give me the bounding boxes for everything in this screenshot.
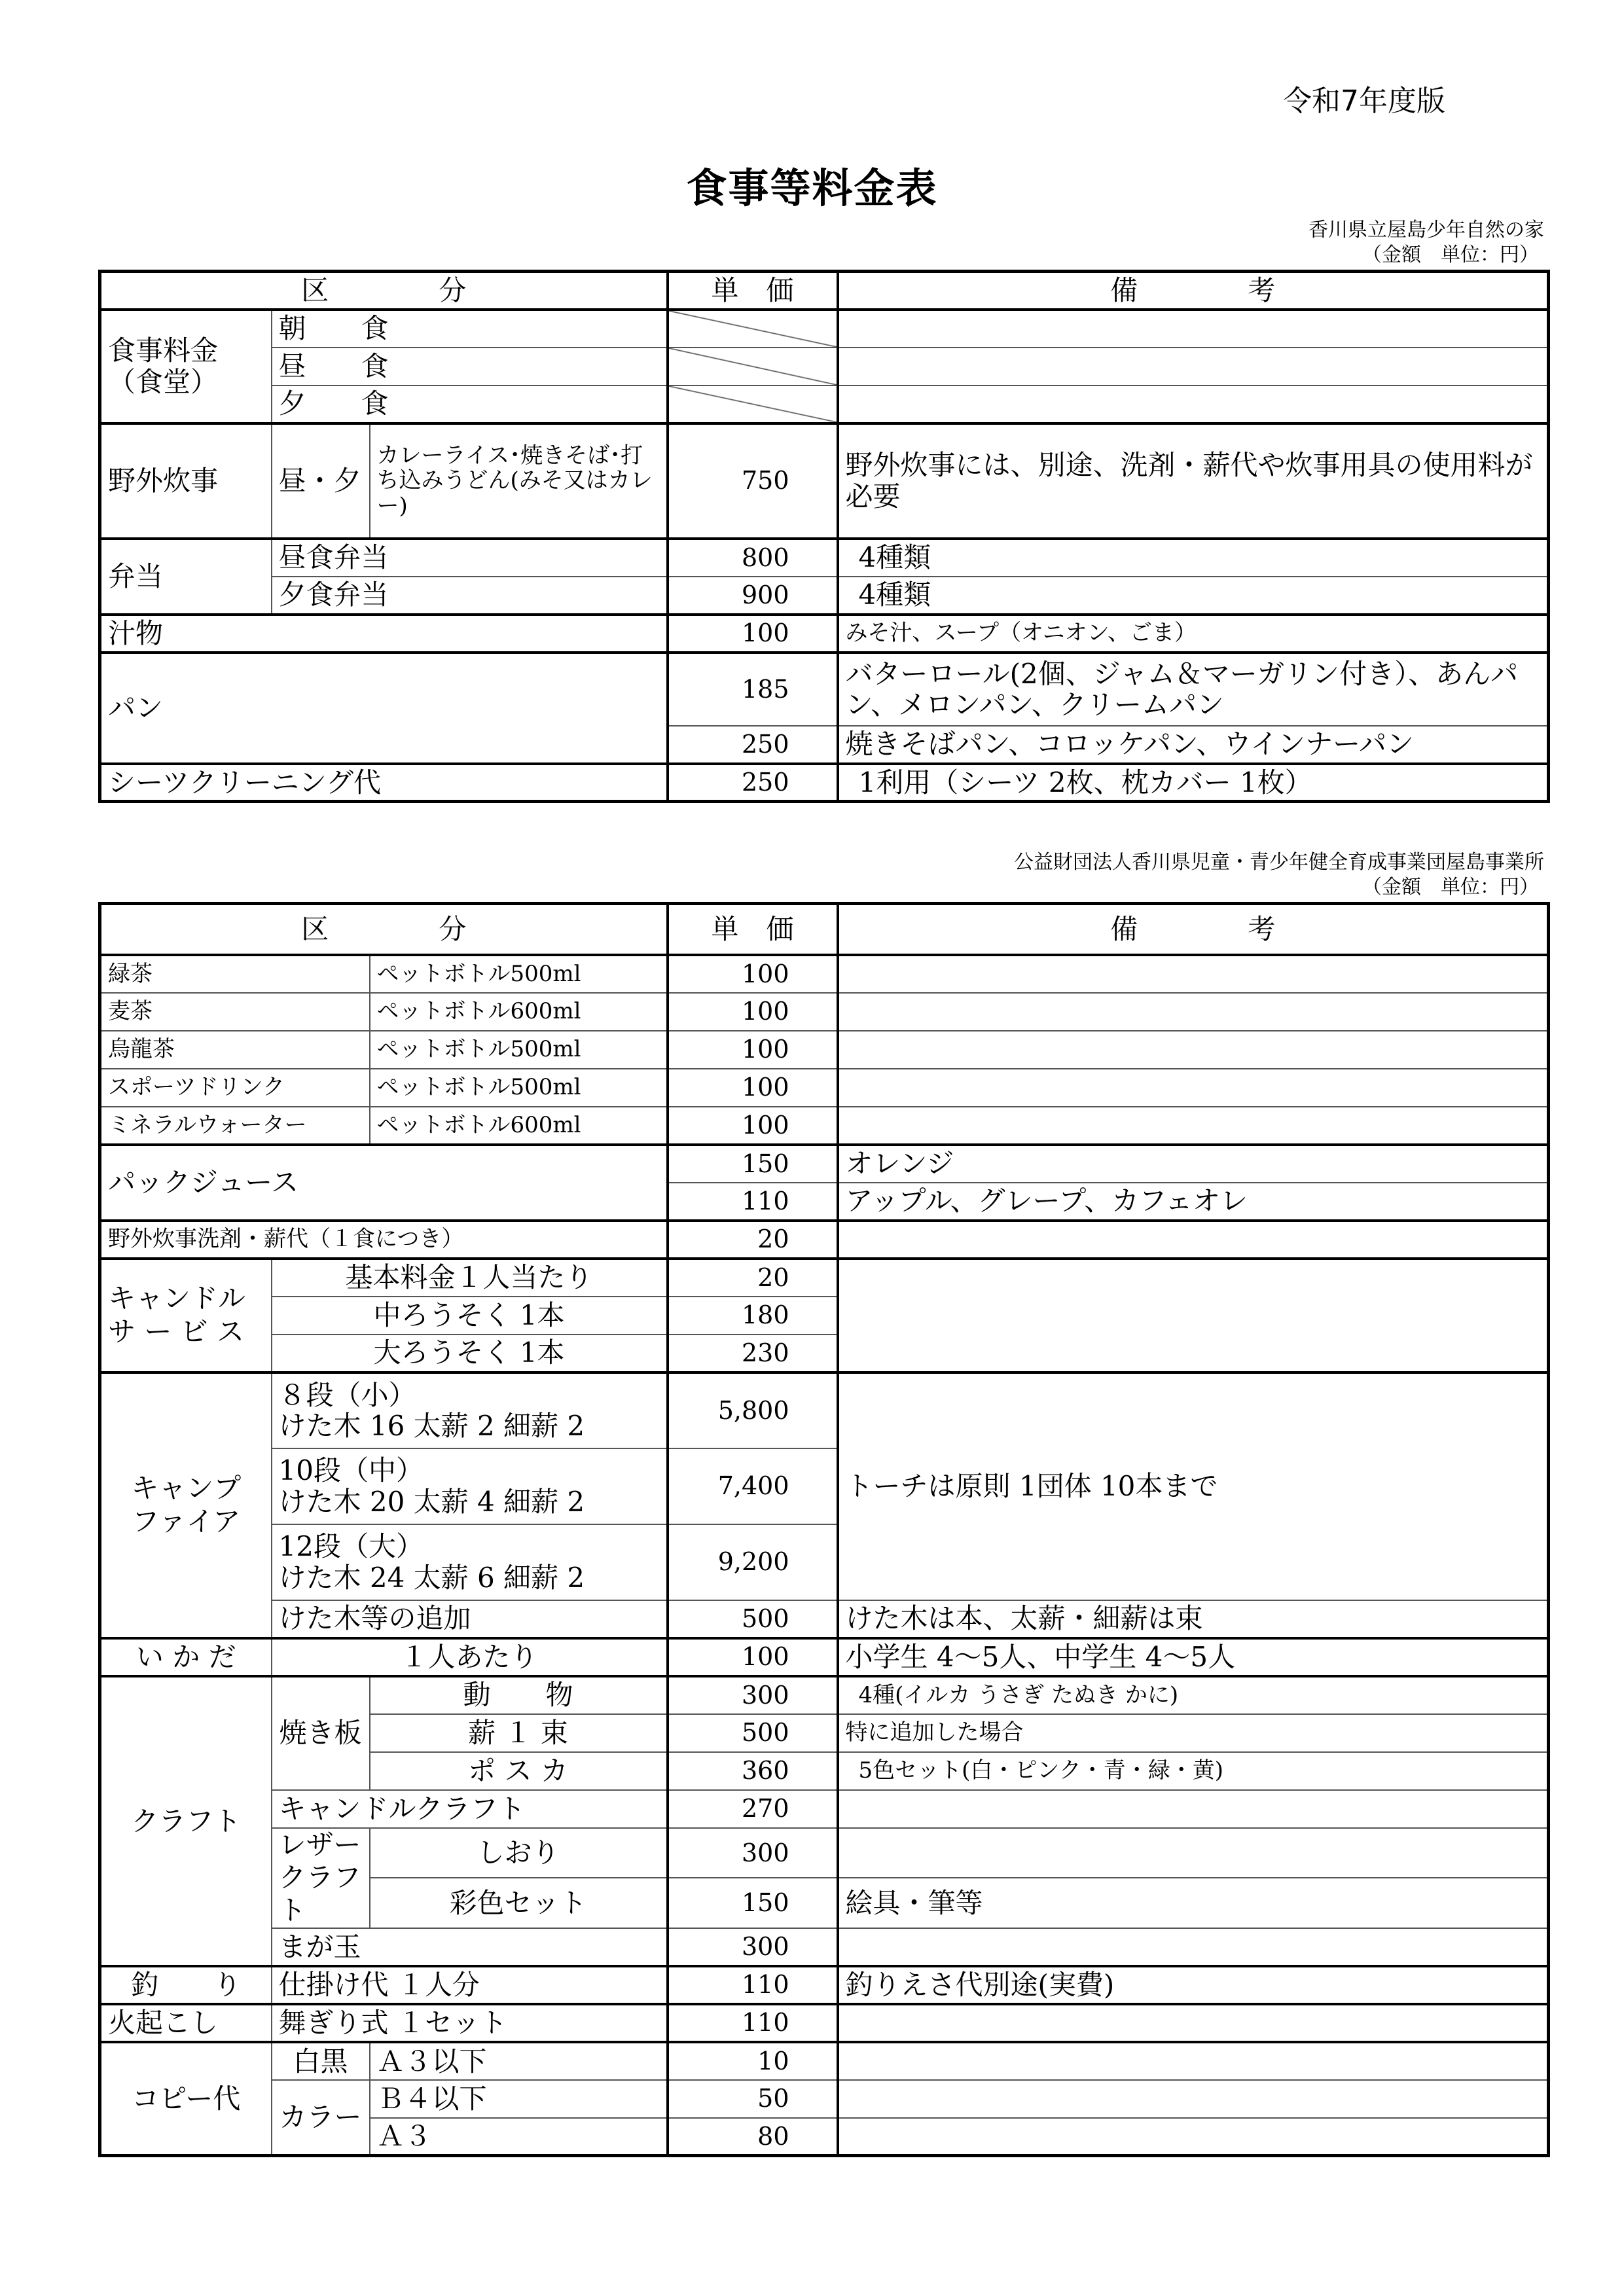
drink-price: 100 bbox=[668, 1107, 838, 1145]
edition-label: 令和7年度版 bbox=[1283, 84, 1445, 118]
breakfast-remark bbox=[838, 310, 1549, 348]
detergent-remark bbox=[838, 1221, 1549, 1259]
drink-price: 100 bbox=[668, 1069, 838, 1107]
leather-remark bbox=[838, 1828, 1549, 1878]
header-remarks-2: 備 考 bbox=[838, 904, 1549, 955]
candle-price: 20 bbox=[668, 1259, 838, 1297]
dinner-label: 夕 食 bbox=[272, 386, 668, 423]
copy-mono-label: 白黒 bbox=[272, 2042, 370, 2080]
org-name-1: 香川県立屋島少年自然の家 bbox=[1308, 219, 1544, 242]
yakiita-remark: 4種(イルカ うさぎ たぬき かに) bbox=[838, 1676, 1549, 1714]
fishing-label: 釣 り bbox=[100, 1966, 272, 2004]
leather-price: 300 bbox=[668, 1828, 838, 1878]
drink-type: ペットボトル600ml bbox=[370, 1107, 668, 1145]
outdoor-remark: 野外炊事には、別途、洗剤・薪代や炊事用具の使用料が必要 bbox=[838, 423, 1549, 539]
drink-remark bbox=[838, 993, 1549, 1031]
drink-remark bbox=[838, 955, 1549, 993]
header-price-2: 単 価 bbox=[668, 904, 838, 955]
copy-remark bbox=[838, 2080, 1549, 2118]
leather-item: しおり bbox=[370, 1828, 668, 1878]
yakiita-label: 焼き板 bbox=[272, 1676, 370, 1790]
fishing-price: 110 bbox=[668, 1966, 838, 2004]
soup-label: 汁物 bbox=[100, 615, 668, 653]
campfire-label: キャンプ ファイア bbox=[100, 1372, 272, 1638]
campfire-item: 10段（中） けた木 20 太薪 4 細薪 2 bbox=[272, 1448, 668, 1524]
drink-remark bbox=[838, 1069, 1549, 1107]
campfire-price: 9,200 bbox=[668, 1524, 838, 1600]
candle-item: 中ろうそく 1本 bbox=[272, 1297, 668, 1335]
yakiita-item: 薪 １ 束 bbox=[370, 1714, 668, 1752]
copy-remark bbox=[838, 2042, 1549, 2080]
bento-lunch-price: 800 bbox=[668, 539, 838, 577]
leather-label: レザー クラフト bbox=[272, 1828, 370, 1928]
lunch-label: 昼 食 bbox=[272, 348, 668, 386]
yakiita-remark: 5色セット(白・ピンク・青・緑・黄) bbox=[838, 1752, 1549, 1790]
detergent-price: 20 bbox=[668, 1221, 838, 1259]
lunch-price bbox=[668, 348, 838, 386]
candle-craft-price: 270 bbox=[668, 1790, 838, 1828]
copy-size: Ａ３ bbox=[370, 2118, 668, 2156]
outdoor-menu: カレーライス･焼きそば･打ち込みうどん(みそ又はカレー) bbox=[370, 423, 668, 539]
detergent-label: 野外炊事洗剤・薪代（１食につき） bbox=[100, 1221, 668, 1259]
bread-remark-2: 焼きそばパン、コロッケパン、ウインナーパン bbox=[838, 726, 1549, 764]
yakiita-price: 500 bbox=[668, 1714, 838, 1752]
org-name-2: 公益財団法人香川県児童・青少年健全育成事業団屋島事業所 bbox=[1014, 851, 1544, 874]
campfire-extra: けた木等の追加 bbox=[272, 1600, 668, 1638]
activity-fee-table bbox=[98, 902, 1550, 2157]
campfire-item: 12段（大） けた木 24 太薪 6 細薪 2 bbox=[272, 1524, 668, 1600]
fire-label: 火起こし bbox=[100, 2004, 272, 2042]
fire-price: 110 bbox=[668, 2004, 838, 2042]
candle-item: 大ろうそく 1本 bbox=[272, 1335, 668, 1372]
dinner-price bbox=[668, 386, 838, 423]
copy-color-label: カラー bbox=[272, 2080, 370, 2156]
yakiita-price: 300 bbox=[668, 1676, 838, 1714]
drink-remark bbox=[838, 1031, 1549, 1069]
drink-name: ミネラルウォーター bbox=[100, 1107, 370, 1145]
lunch-remark bbox=[838, 348, 1549, 386]
bento-lunch: 昼食弁当 bbox=[272, 539, 668, 577]
juice-price-1: 150 bbox=[668, 1145, 838, 1183]
meal-label: 食事料金 （食堂） bbox=[100, 310, 272, 423]
sheets-remark: 1利用（シーツ 2枚、枕カバー 1枚） bbox=[838, 764, 1549, 802]
copy-size: Ｂ４以下 bbox=[370, 2080, 668, 2118]
campfire-price: 7,400 bbox=[668, 1448, 838, 1524]
drink-name: スポーツドリンク bbox=[100, 1069, 370, 1107]
fishing-item: 仕掛け代 １人分 bbox=[272, 1966, 668, 2004]
drink-name: 麦茶 bbox=[100, 993, 370, 1031]
bento-dinner-remark: 4種類 bbox=[838, 577, 1549, 615]
yakiita-remark: 特に追加した場合 bbox=[838, 1714, 1549, 1752]
bento-dinner-price: 900 bbox=[668, 577, 838, 615]
outdoor-time: 昼・夕 bbox=[272, 423, 370, 539]
bento-lunch-remark: 4種類 bbox=[838, 539, 1549, 577]
drink-price: 100 bbox=[668, 955, 838, 993]
fire-remark bbox=[838, 2004, 1549, 2042]
drink-name: 烏龍茶 bbox=[100, 1031, 370, 1069]
drink-type: ペットボトル500ml bbox=[370, 1031, 668, 1069]
candle-label: キャンドル サ ー ビ ス bbox=[100, 1259, 272, 1372]
dinner-remark bbox=[838, 386, 1549, 423]
campfire-price: 5,800 bbox=[668, 1372, 838, 1448]
drink-price: 100 bbox=[668, 993, 838, 1031]
breakfast-price bbox=[668, 310, 838, 348]
juice-label: パックジュース bbox=[100, 1145, 668, 1221]
candle-price: 180 bbox=[668, 1297, 838, 1335]
copy-size: Ａ３以下 bbox=[370, 2042, 668, 2080]
outdoor-price: 750 bbox=[668, 423, 838, 539]
craft-label: クラフト bbox=[100, 1676, 272, 1966]
header-category: 区 分 bbox=[100, 272, 668, 310]
candle-craft-label: キャンドルクラフト bbox=[272, 1790, 668, 1828]
unit-note-1: （金額 単位：円） bbox=[1362, 243, 1539, 266]
raft-unit: １人あたり bbox=[272, 1638, 668, 1676]
drink-type: ペットボトル600ml bbox=[370, 993, 668, 1031]
soup-remark: みそ汁、スープ（オニオン、ごま） bbox=[838, 615, 1549, 653]
candle-item: 基本料金１人当たり bbox=[272, 1259, 668, 1297]
raft-price: 100 bbox=[668, 1638, 838, 1676]
sheets-label: シーツクリーニング代 bbox=[100, 764, 668, 802]
copy-price: 50 bbox=[668, 2080, 838, 2118]
leather-item: 彩色セット bbox=[370, 1878, 668, 1928]
unit-note-2: （金額 単位：円） bbox=[1362, 876, 1539, 899]
leather-price: 150 bbox=[668, 1878, 838, 1928]
fire-item: 舞ぎり式 １セット bbox=[272, 2004, 668, 2042]
campfire-item: ８段（小） けた木 16 太薪 2 細薪 2 bbox=[272, 1372, 668, 1448]
yakiita-price: 360 bbox=[668, 1752, 838, 1790]
bento-dinner: 夕食弁当 bbox=[272, 577, 668, 615]
campfire-extra-price: 500 bbox=[668, 1600, 838, 1638]
magatama-label: まが玉 bbox=[272, 1928, 668, 1966]
leather-remark: 絵具・筆等 bbox=[838, 1878, 1549, 1928]
copy-price: 80 bbox=[668, 2118, 838, 2156]
soup-price: 100 bbox=[668, 615, 838, 653]
copy-label: コピー代 bbox=[100, 2042, 272, 2156]
raft-remark: 小学生 4～5人、中学生 4～5人 bbox=[838, 1638, 1549, 1676]
candle-remark bbox=[838, 1259, 1549, 1372]
outdoor-label: 野外炊事 bbox=[100, 423, 272, 539]
header-category-2: 区 分 bbox=[100, 904, 668, 955]
bread-remark-1: バターロール(2個、ジャム＆マーガリン付き）、あんパン、メロンパン、クリームパン bbox=[838, 653, 1549, 726]
page-title: 食事等料金表 bbox=[686, 164, 938, 212]
campfire-remark: トーチは原則 1団体 10本まで bbox=[838, 1372, 1549, 1600]
bread-price-1: 185 bbox=[668, 653, 838, 726]
yakiita-item: 動 物 bbox=[370, 1676, 668, 1714]
campfire-extra-remark: けた木は本、太薪・細薪は束 bbox=[838, 1600, 1549, 1638]
header-remarks: 備 考 bbox=[838, 272, 1549, 310]
meal-fee-table bbox=[98, 270, 1550, 803]
juice-remark-1: オレンジ bbox=[838, 1145, 1549, 1183]
bento-label: 弁当 bbox=[100, 539, 272, 615]
breakfast-label: 朝 食 bbox=[272, 310, 668, 348]
candle-price: 230 bbox=[668, 1335, 838, 1372]
raft-label: い か だ bbox=[100, 1638, 272, 1676]
drink-type: ペットボトル500ml bbox=[370, 955, 668, 993]
bread-price-2: 250 bbox=[668, 726, 838, 764]
header-price: 単 価 bbox=[668, 272, 838, 310]
fishing-remark: 釣りえさ代別途(実費) bbox=[838, 1966, 1549, 2004]
drink-name: 緑茶 bbox=[100, 955, 370, 993]
drink-remark bbox=[838, 1107, 1549, 1145]
yakiita-item: ポ ス カ bbox=[370, 1752, 668, 1790]
drink-type: ペットボトル500ml bbox=[370, 1069, 668, 1107]
sheets-price: 250 bbox=[668, 764, 838, 802]
copy-price: 10 bbox=[668, 2042, 838, 2080]
candle-craft-remark bbox=[838, 1790, 1549, 1828]
magatama-remark bbox=[838, 1928, 1549, 1966]
drink-price: 100 bbox=[668, 1031, 838, 1069]
juice-remark-2: アップル、グレープ、カフェオレ bbox=[838, 1183, 1549, 1221]
juice-price-2: 110 bbox=[668, 1183, 838, 1221]
magatama-price: 300 bbox=[668, 1928, 838, 1966]
bread-label: パン bbox=[100, 653, 668, 764]
copy-remark bbox=[838, 2118, 1549, 2156]
